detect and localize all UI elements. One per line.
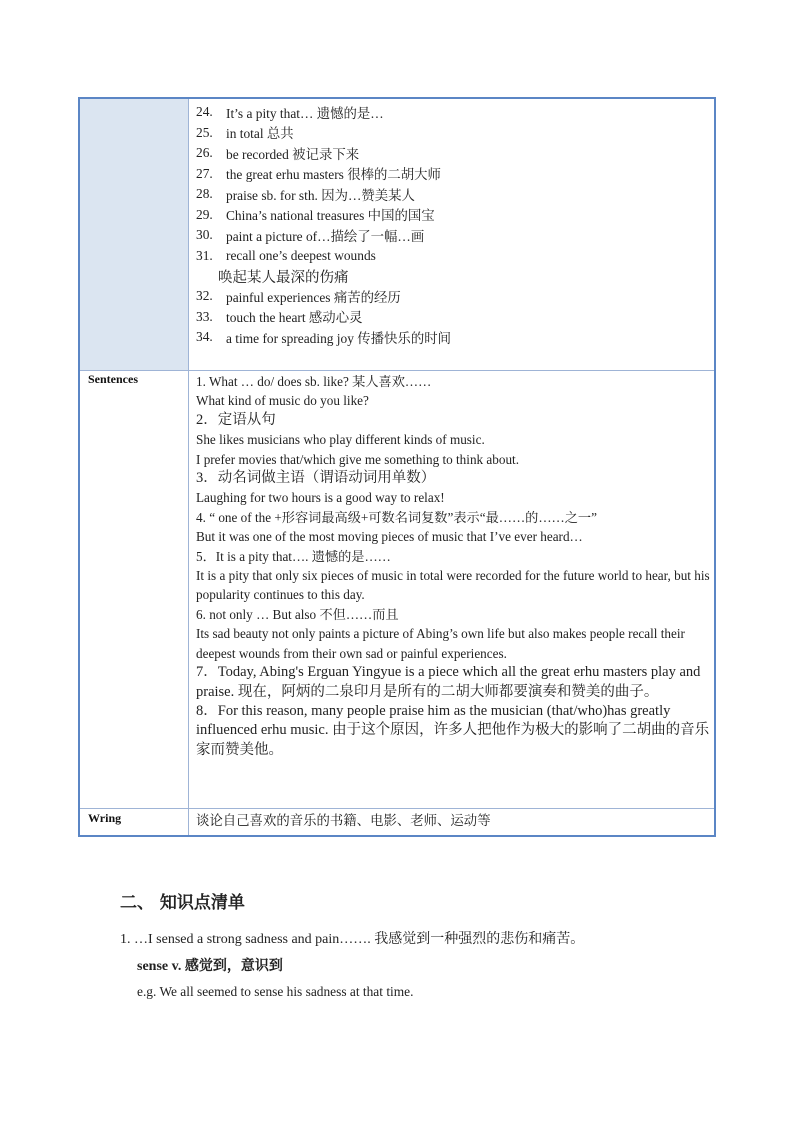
sentence-line: 3．动名词做主语（谓语动词用单数） xyxy=(196,470,436,487)
vocab-item: 27. the great erhu masters 很棒的二胡大师 xyxy=(196,165,441,183)
sentence-line: I prefer movies that/which give me something to think about. xyxy=(196,451,520,467)
vocab-item: 34. a time for spreading joy 传播快乐的时间 xyxy=(196,329,451,346)
sentence-line: What kind of music do you like? xyxy=(196,393,369,409)
vocab-item: 29. China’s national treasures 中国的国宝 xyxy=(196,206,435,224)
sentence-line: 4. “ one of the +形容词最高级+可数名词复数”表示“最……的……之一” xyxy=(196,509,597,525)
section-title: 二、 知识点清单 xyxy=(120,893,245,913)
vocab-item: 28. praise sb. for sth. 因为…赞美某人 xyxy=(196,186,415,203)
sentence-line: Laughing for two hours is a good way to relax! xyxy=(196,490,445,506)
vocab-item: 31. recall one’s deepest wounds xyxy=(196,247,376,263)
sentence-line: 7．Today, Abing's Erguan Yingyue is a piece which all the great erhu masters play and praise. 现在，阿炳的二泉印月是所有的二胡大师都要演奏和赞美的曲子。 xyxy=(196,664,701,700)
row-divider xyxy=(80,370,714,371)
sentence-line: 8．For this reason, many people praise him as the musician (that/who)has greatly influenced erhu music. 由于这个原因，许多人把他作为极大的影响了二胡曲的音乐家而赞美他。 xyxy=(196,702,710,758)
vocab-item: 33. touch the heart 感动心灵 xyxy=(196,308,363,326)
sentence-line: 1. What … do/ does sb. like? 某人喜欢…… xyxy=(196,374,432,389)
knowledge-point: 1. …I sensed a strong sadness and pain……. 我感觉到一种强烈的悲伤和痛苦。 xyxy=(120,932,585,947)
sentence-line: Its sad beauty not only paints a picture of Abing’s own life but also makes people recall their deepest wounds from their own sad or painful experiences. xyxy=(196,626,685,661)
sentences-list xyxy=(196,372,710,760)
example-sentence: e.g. We all seemed to sense his sadness at that time. xyxy=(137,984,414,999)
vocab-list xyxy=(196,102,716,348)
sentence-line: But it was one of the most moving pieces of music that I’ve ever heard… xyxy=(196,529,583,545)
sentence-line: It is a pity that only six pieces of music in total were recorded for the future world to hear, but his popularity continues to this day. xyxy=(196,568,710,603)
row-divider xyxy=(80,808,714,809)
sentences-label: Sentences xyxy=(88,372,138,386)
writing-label: Wring xyxy=(88,811,122,825)
vocab-label-cell xyxy=(80,99,188,370)
label-column xyxy=(80,99,189,835)
vocab-item-continuation: 唤起某人最深的伤痛 xyxy=(218,269,349,286)
notes-table xyxy=(78,97,716,837)
vocab-item: 32. painful experiences 痛苦的经历 xyxy=(196,288,401,305)
vocab-item: 30. paint a picture of…描绘了一幅…画 xyxy=(196,227,425,244)
sentence-line: 5．It is a pity that…. 遗憾的是…… xyxy=(196,548,391,564)
vocab-item: 24. It’s a pity that… 遗憾的是… xyxy=(196,104,384,121)
writing-text: 谈论自己喜欢的音乐的书籍、电影、老师、运动等 xyxy=(196,813,491,828)
word-definition: sense v. 感觉到，意识到 xyxy=(137,959,283,974)
vocab-item: 26. be recorded 被记录下来 xyxy=(196,145,360,162)
sentence-line: 6. not only … But also 不但……而且 xyxy=(196,606,399,622)
sentence-line: 2．定语从句 xyxy=(196,411,276,428)
vocab-item: 25. in total 总共 xyxy=(196,124,294,142)
sentence-line: She likes musicians who play different kinds of music. xyxy=(196,432,485,448)
